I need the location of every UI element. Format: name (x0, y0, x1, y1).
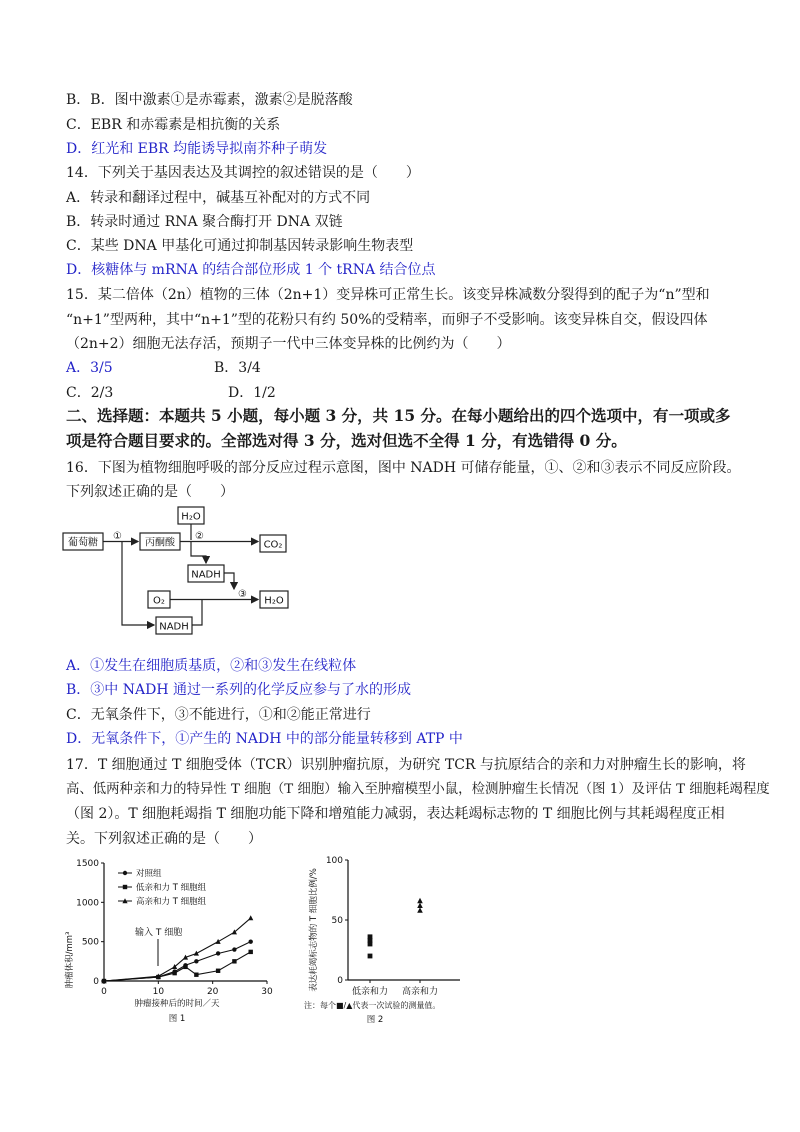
label-h2o: H₂O (264, 595, 284, 607)
figure-1-tumor-growth-chart (62, 855, 277, 1025)
fig1-xtick-label: 10 (152, 987, 165, 997)
fig2-point-1 (417, 903, 423, 908)
fig1-point-2 (248, 915, 253, 920)
label-glucose: 葡萄糖 (68, 537, 98, 549)
q17-stem-2: 高、低两种亲和力的特异性 T 细胞（T 细胞）输入至肿瘤模型小鼠，检测肿瘤生长情况（图 1）及评估 T 细胞耗竭程度 (66, 782, 770, 797)
line-10: （2n+2）细胞无法存活，预期子一代中三体变异株的比例约为（ ） (66, 336, 511, 352)
line-7: D．核糖体与 mRNA 的结合部位形成 1 个 tRNA 结合位点 (66, 262, 436, 278)
fig2-point-1 (417, 907, 423, 912)
fig1-point-1 (183, 965, 187, 969)
q16-option-b: B．③中 NADH 通过一系列的化学反应参与了水的形成 (66, 682, 411, 698)
label-pyruvate: 丙酮酸 (145, 537, 175, 549)
respiration-diagram (60, 503, 320, 638)
fig1-legend-marker (123, 885, 127, 889)
q15-option-c: C．2/3 (66, 385, 114, 401)
fig2-note: 注：每个■/▲代表一次试验的测量值。 (304, 1001, 441, 1010)
q17-stem-3: （图 2）。T 细胞耗竭指 T 细胞功能下降和增殖能力减弱，表达耗竭标志物的 T 细胞比例与其耗竭程度正相 (66, 806, 725, 822)
line-5: B．转录时通过 RNA 聚合酶打开 DNA 双链 (66, 214, 343, 230)
label-nadh-mid: NADH (191, 569, 221, 581)
q15-option-a: A．3/5 (66, 360, 113, 376)
fig1-ytick-label: 500 (81, 937, 99, 948)
fig1-point-2 (216, 939, 221, 944)
fig1-xtick-label: 0 (101, 987, 107, 997)
fig1-point-1 (194, 973, 198, 977)
fig2-ytick-label: 50 (331, 916, 343, 926)
fig2-title: 图 2 (366, 1015, 384, 1025)
fig1-xtick-label: 30 (261, 987, 273, 997)
fig1-legend-label: 对照组 (136, 869, 162, 879)
label-co2: CO₂ (263, 539, 283, 551)
fig1-point-1 (249, 950, 253, 954)
line-6: C．某些 DNA 甲基化可通过抑制基因转录影响生物表型 (66, 238, 414, 254)
fig1-point-0 (216, 951, 220, 955)
fig2-ylabel: 表达耗竭标志物的 T 细胞比例/% (309, 868, 319, 992)
fig1-point-0 (232, 947, 236, 951)
line-3: 14．下列关于基因表达及其调控的叙述错误的是（ ） (66, 165, 420, 181)
fig1-legend-label: 低亲和力 T 细胞组 (136, 883, 207, 893)
stage-1: ① (113, 531, 122, 542)
fig2-ytick-label: 100 (325, 856, 343, 866)
q15-option-d: D．1/2 (228, 385, 276, 401)
q15-option-b: B．3/4 (214, 360, 261, 376)
fig2-ytick-label: 0 (337, 976, 343, 986)
fig1-legend-marker (123, 871, 127, 875)
line-2: D．红光和 EBR 均能诱导拟南芥种子萌发 (66, 141, 328, 157)
stage-2: ② (195, 531, 204, 542)
q16-stem-1: 16．下图为植物细胞呼吸的部分反应过程示意图，图中 NADH 可储存能量，①、②和③表示不同反应阶段。 (66, 460, 741, 476)
label-nadh-bottom: NADH (159, 621, 189, 633)
fig1-point-2 (194, 951, 199, 956)
label-o2: O₂ (153, 595, 165, 607)
fig1-point-1 (216, 969, 220, 973)
line-8: 15．某二倍体（2n）植物的三体（2n+1）变异株可正常生长。该变异株减数分裂得到的配子为“n”型和 (66, 287, 710, 303)
fig2-category-label: 高亲和力 (401, 987, 439, 997)
q16-stem-2: 下列叙述正确的是（ ） (66, 484, 234, 500)
fig1-point-1 (172, 971, 176, 975)
line-9: “n+1”型两种，其中“n+1”型的花粉只有约 50%的受精率，而卵子不受影响。该变异株自交，假设四体 (66, 312, 708, 328)
fig1-point-1 (232, 959, 236, 963)
fig1-point-0 (249, 939, 253, 943)
fig1-ytick-label: 0 (93, 977, 99, 987)
fig1-legend-label: 高亲和力 T 细胞组 (136, 897, 207, 907)
fig2-category-label: 低亲和力 (351, 987, 389, 997)
fig1-annotation: 输入 T 细胞 (135, 928, 183, 938)
fig1-ytick-label: 1500 (76, 859, 99, 869)
fig1-series-line-0 (104, 942, 251, 981)
fig1-xtick-label: 20 (206, 987, 219, 997)
line-1: C．EBR 和赤霉素是相抗衡的关系 (66, 117, 281, 133)
fig1-xlabel: 肿瘤接种后的时间／天 (134, 999, 220, 1009)
fig1-ylabel: 肿瘤体积/mm³ (65, 931, 75, 989)
fig1-title: 图 1 (168, 1014, 186, 1024)
figure-2-exhaustion-chart (300, 850, 490, 1028)
stage-3: ③ (238, 589, 247, 600)
fig2-point-0 (368, 942, 373, 947)
q16-option-c: C．无氧条件下，③不能进行，①和②能正常进行 (66, 707, 371, 723)
q17-stem-4: 关。下列叙述正确的是（ ） (66, 831, 262, 847)
fig2-point-0 (368, 954, 373, 959)
section2-heading-line2: 项是符合题目要求的。全部选对得 3 分，选对但选不全得 1 分，有选错得 0 分。 (66, 431, 627, 450)
q16-option-a: A．①发生在细胞质基质，②和③发生在线粒体 (66, 658, 357, 674)
label-h2o-top: H₂O (181, 511, 201, 523)
fig2-point-1 (417, 898, 423, 903)
fig1-series-line-1 (104, 952, 251, 981)
line-0: B．B．图中激素①是赤霉素，激素②是脱落酸 (66, 92, 353, 108)
q16-option-d: D．无氧条件下，①产生的 NADH 中的部分能量转移到 ATP 中 (66, 731, 463, 747)
fig1-point-0 (194, 959, 198, 963)
fig1-ytick-label: 1000 (76, 898, 99, 909)
section2-heading-line1: 二、选择题：本题共 5 小题，每小题 3 分，共 15 分。在每小题给出的四个选项中，有一项或多 (66, 406, 731, 425)
line-4: A．转录和翻译过程中，碱基互补配对的方式不同 (66, 190, 371, 206)
q17-stem-1: 17．T 细胞通过 T 细胞受体（TCR）识别肿瘤抗原，为研究 TCR 与抗原结合的亲和力对肿瘤生长的影响，将 (66, 757, 746, 773)
